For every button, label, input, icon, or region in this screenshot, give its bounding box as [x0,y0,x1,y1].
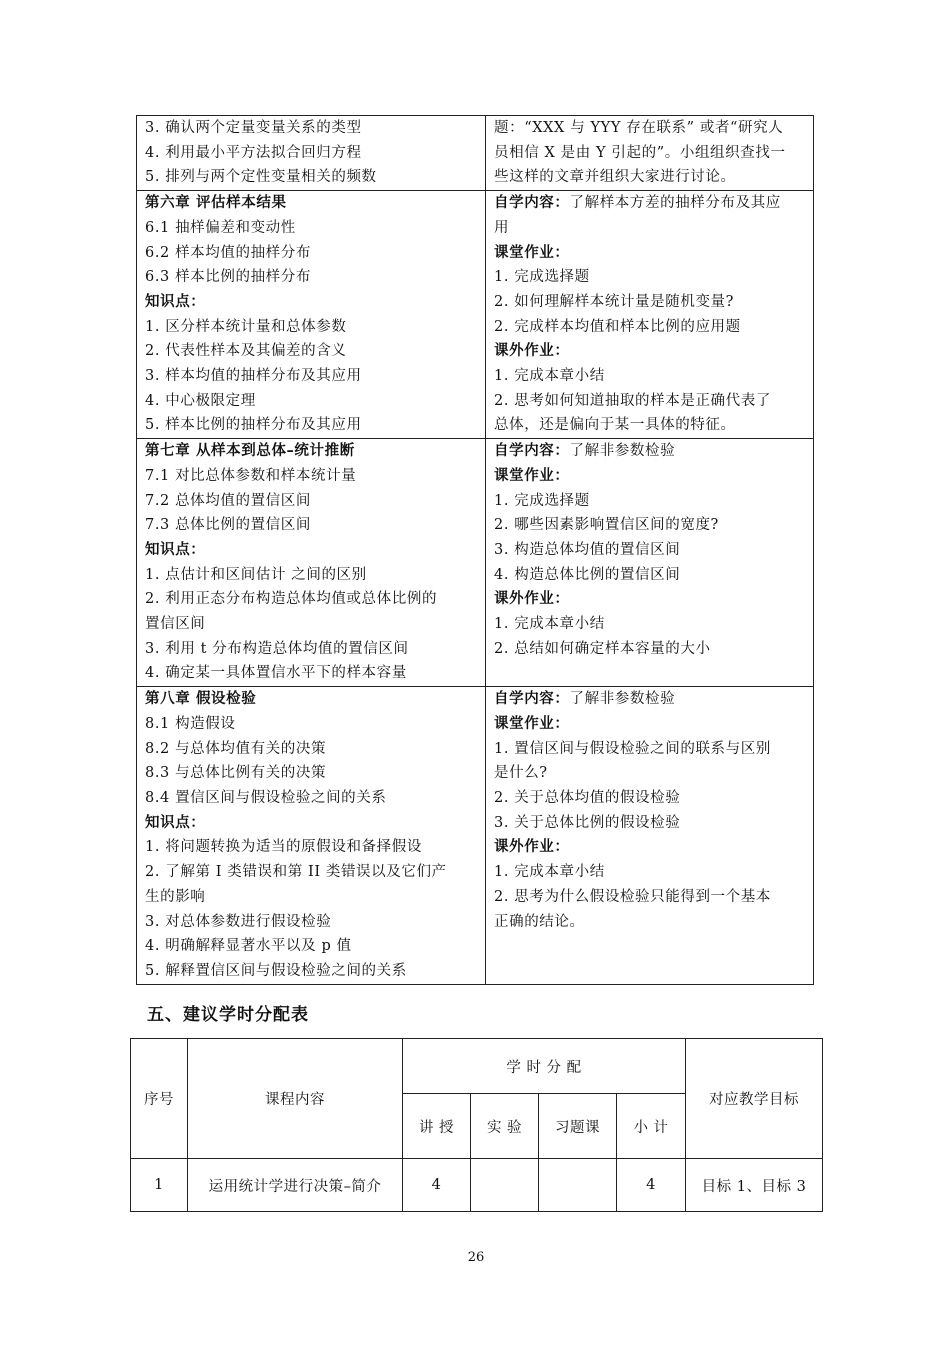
chapter-title: 第六章 评估样本结果 [145,194,287,212]
class-work-label: 课堂作业： [494,243,570,261]
assignment-text: 员相信 X 是由 Y 引起的”。小组组织查找一 [494,144,786,161]
outline-row [137,116,814,191]
outline-left-cell [137,116,486,191]
self-study-text: 了解非参数检验 [569,443,676,460]
homework-label: 课外作业： [494,838,570,856]
self-study-label: 自学内容： [494,442,570,460]
knowledge-point: 3. 样本均值的抽样分布及其应用 [145,368,362,385]
self-study-text: 了解样本方差的抽样分布及其应 [569,195,781,212]
knowledge-point: 4. 确定某一具体置信水平下的样本容量 [145,665,407,682]
outline-left-cell [137,439,486,687]
class-work-item: 2. 关于总体均值的假设检验 [494,789,681,806]
homework-item: 2. 总结如何确定样本容量的大小 [494,640,711,657]
section-item: 6.3 样本比例的抽样分布 [145,269,311,286]
knowledge-points-label: 知识点： [145,540,206,558]
class-work-item: 3. 关于总体比例的假设检验 [494,814,681,831]
class-work-item: 1. 置信区间与假设检验之间的联系与区别 [494,740,771,757]
section-heading: 五、建议学时分配表 [147,1005,309,1025]
class-work-item: 1. 完成选择题 [494,269,590,286]
outline-row [137,687,814,984]
homework-label: 课外作业： [494,590,570,608]
cell-lecture: 4 [403,1159,471,1212]
outline-left-cell [137,687,486,984]
homework-item: 1. 完成本章小结 [494,368,605,385]
knowledge-points-label: 知识点： [145,813,206,831]
homework-item: 1. 完成本章小结 [494,864,605,881]
class-work-item: 3. 构造总体均值的置信区间 [494,541,681,558]
section-item: 6.2 样本均值的抽样分布 [145,244,311,261]
header-lab: 实 验 [471,1094,539,1159]
class-work-item: 2. 哪些因素影响置信区间的宽度? [494,517,719,534]
knowledge-points-label: 知识点： [145,292,206,310]
outline-right-cell [486,439,814,687]
header-exercise: 习题课 [539,1094,617,1159]
homework-item: 1. 完成本章小结 [494,616,605,633]
table-row [131,1159,823,1212]
outline-row [137,439,814,687]
outline-right-cell [486,116,814,191]
self-study-label: 自学内容： [494,194,570,212]
assignment-text: 题：“XXX 与 YYY 存在联系” 或者“研究人 [494,120,784,136]
section-item: 8.2 与总体均值有关的决策 [145,740,327,757]
assignment-text: 些这样的文章并组织大家进行讨论。 [494,169,736,186]
cell-exercise [539,1159,617,1212]
cell-content: 运用统计学进行决策–简介 [188,1159,403,1212]
cell-subtotal: 4 [617,1159,686,1212]
outline-row [137,191,814,439]
header-content: 课程内容 [188,1039,403,1159]
knowledge-point: 3. 对总体参数进行假设检验 [145,913,332,930]
homework-label: 课外作业： [494,342,570,360]
knowledge-point: 2. 利用正态分布构造总体均值或总体比例的 [145,591,438,608]
header-goal: 对应教学目标 [686,1039,823,1159]
header-allocation: 学 时 分 配 [403,1039,686,1094]
class-work-item: 4. 构造总体比例的置信区间 [494,566,681,583]
credit-hours-table [130,1038,823,1212]
section-item: 7.1 对比总体参数和样本统计量 [145,467,357,484]
knowledge-point: 5. 样本比例的抽样分布及其应用 [145,417,362,434]
table-header-row [131,1039,823,1094]
knowledge-point: 4. 中心极限定理 [145,392,256,409]
knowledge-point: 生的影响 [145,888,206,905]
section-item: 8.4 置信区间与假设检验之间的关系 [145,789,387,806]
cell-goal: 目标 1、目标 3 [686,1159,823,1212]
class-work-item: 2. 如何理解样本统计量是随机变量? [494,293,735,310]
section-item: 7.2 总体均值的置信区间 [145,492,311,509]
section-item: 8.3 与总体比例有关的决策 [145,765,327,782]
header-seq: 序号 [131,1039,188,1159]
outline-right-cell [486,191,814,439]
header-lecture: 讲 授 [403,1094,471,1159]
knowledge-point: 3. 确认两个定量变量关系的类型 [145,120,362,136]
homework-item: 2. 思考为什么假设检验只能得到一个基本 [494,888,771,905]
cell-lab [471,1159,539,1212]
knowledge-point: 置信区间 [145,616,206,633]
knowledge-point: 4. 利用最小平方法拟合回归方程 [145,144,362,161]
knowledge-point: 1. 点估计和区间估计 之间的区别 [145,566,367,583]
knowledge-point: 1. 将问题转换为适当的原假设和备择假设 [145,839,422,856]
cell-seq: 1 [131,1159,188,1212]
knowledge-point: 5. 排列与两个定性变量相关的频数 [145,169,377,186]
self-study-label: 自学内容： [494,690,570,708]
homework-item: 正确的结论。 [494,913,585,930]
course-outline-table [136,115,814,985]
outline-left-cell [137,191,486,439]
knowledge-point: 3. 利用 t 分布构造总体均值的置信区间 [145,640,409,657]
section-item: 8.1 构造假设 [145,715,236,732]
chapter-title: 第八章 假设检验 [145,690,257,708]
knowledge-point: 1. 区分样本统计量和总体参数 [145,318,347,335]
knowledge-point: 5. 解释置信区间与假设检验之间的关系 [145,962,407,979]
class-work-item: 1. 完成选择题 [494,492,590,509]
page-number: 26 [467,1250,485,1265]
self-study-text: 用 [494,219,510,236]
section-item: 6.1 抽样偏差和变动性 [145,219,296,236]
chapter-title: 第七章 从样本到总体–统计推断 [145,442,355,460]
class-work-item: 2. 完成样本均值和样本比例的应用题 [494,318,741,335]
section-item: 7.3 总体比例的置信区间 [145,517,311,534]
knowledge-point: 2. 代表性样本及其偏差的含义 [145,343,347,360]
self-study-text: 了解非参数检验 [569,691,676,708]
class-work-item: 是什么? [494,765,548,782]
header-subtotal: 小 计 [617,1094,686,1159]
outline-right-cell [486,687,814,984]
knowledge-point: 2. 了解第 I 类错误和第 II 类错误以及它们产 [145,864,447,881]
homework-item: 2. 思考如何知道抽取的样本是正确代表了 [494,392,771,409]
class-work-label: 课堂作业： [494,714,570,732]
homework-item: 总体，还是偏向于某一具体的特征。 [494,417,736,434]
knowledge-point: 4. 明确解释显著水平以及 p 值 [145,938,352,955]
class-work-label: 课堂作业： [494,466,570,484]
